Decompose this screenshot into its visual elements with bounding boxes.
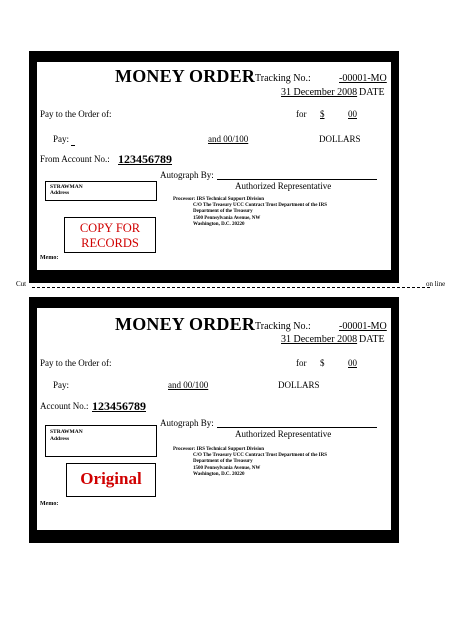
signature-line[interactable] bbox=[217, 427, 377, 428]
processor-line: Department of the Treasury bbox=[193, 459, 253, 465]
and-fraction: and 00/100 bbox=[168, 380, 209, 390]
processor-line: Department of the Treasury bbox=[193, 209, 253, 215]
address-name: STRAWMAN bbox=[50, 429, 83, 435]
money-order-title: MONEY ORDER bbox=[115, 66, 256, 86]
tracking-number: -00001-MO bbox=[339, 321, 387, 332]
amount-cents: 00 bbox=[348, 109, 357, 119]
address-line: Address bbox=[50, 436, 70, 442]
pay-amount-line bbox=[71, 145, 75, 146]
money-order-title: MONEY ORDER bbox=[115, 314, 256, 334]
tracking-number: -00001-MO bbox=[339, 73, 387, 84]
account-number: 123456789 bbox=[92, 399, 146, 413]
stamp-line: COPY FOR bbox=[79, 221, 141, 235]
original-stamp bbox=[66, 463, 156, 497]
and-fraction: and 00/100 bbox=[208, 134, 249, 144]
processor-line: Processor: IRS Technical Support Division bbox=[173, 447, 265, 452]
money-order-original bbox=[29, 297, 399, 543]
pay-to-label: Pay to the Order of: bbox=[40, 358, 112, 368]
authorized-label: Authorized Representative bbox=[235, 429, 332, 439]
cut-on-line-label: on line bbox=[426, 280, 446, 288]
cut-dashes bbox=[32, 287, 430, 288]
date-label: DATE bbox=[359, 87, 385, 98]
stamp-line: RECORDS bbox=[81, 236, 139, 250]
cut-label: Cut bbox=[16, 280, 27, 288]
address-box bbox=[45, 181, 157, 201]
address-box bbox=[45, 425, 157, 457]
processor-line: 1500 Pennsylvania Avenue, NW bbox=[193, 465, 261, 471]
autograph-label: Autograph By: bbox=[160, 170, 214, 180]
dollars-label: DOLLARS bbox=[319, 134, 361, 144]
account-label: From Account No.: bbox=[40, 154, 110, 164]
processor-line: C/O The Treasury UCC Contract Trust Department of the IRS bbox=[193, 453, 328, 459]
pay-label: Pay: bbox=[53, 134, 70, 144]
dollar-sign: $ bbox=[320, 358, 325, 368]
amount-cents: 00 bbox=[348, 358, 357, 368]
tracking-label: Tracking No.: bbox=[255, 73, 311, 84]
for-label: for bbox=[296, 358, 307, 368]
date-value: 31 December 2008 bbox=[281, 87, 358, 98]
money-order-body bbox=[37, 62, 391, 270]
cut-line bbox=[0, 279, 474, 293]
processor-line: Washington, D.C. 20220 bbox=[193, 221, 245, 227]
pay-to-label: Pay to the Order of: bbox=[40, 109, 112, 119]
signature-line[interactable] bbox=[217, 179, 377, 180]
autograph-label: Autograph By: bbox=[160, 418, 214, 428]
dollars-label: DOLLARS bbox=[278, 380, 320, 390]
tracking-label: Tracking No.: bbox=[255, 321, 311, 332]
for-label: for bbox=[296, 109, 307, 119]
memo-label: Memo: bbox=[40, 255, 59, 261]
copy-stamp bbox=[64, 217, 156, 253]
processor-block bbox=[173, 197, 327, 228]
address-name: STRAWMAN bbox=[50, 184, 83, 190]
date-value: 31 December 2008 bbox=[281, 334, 358, 345]
processor-line: Processor: IRS Technical Support Division bbox=[173, 197, 265, 202]
account-label: Account No.: bbox=[40, 401, 89, 411]
authorized-label: Authorized Representative bbox=[235, 181, 332, 191]
account-number: 123456789 bbox=[118, 152, 172, 166]
stamp-line: Original bbox=[80, 469, 142, 488]
processor-line: 1500 Pennsylvania Avenue, NW bbox=[193, 215, 261, 221]
address-line: Address bbox=[50, 190, 70, 196]
pay-label: Pay: bbox=[53, 380, 70, 390]
processor-block bbox=[173, 447, 327, 478]
processor-line: Washington, D.C. 20220 bbox=[193, 471, 245, 477]
date-label: DATE bbox=[359, 334, 385, 345]
dollar-sign: $ bbox=[320, 109, 325, 119]
money-order-copy bbox=[29, 51, 399, 283]
processor-line: C/O The Treasury UCC Contract Trust Department of the IRS bbox=[193, 203, 328, 209]
money-order-body bbox=[37, 308, 391, 530]
memo-label: Memo: bbox=[40, 501, 59, 507]
